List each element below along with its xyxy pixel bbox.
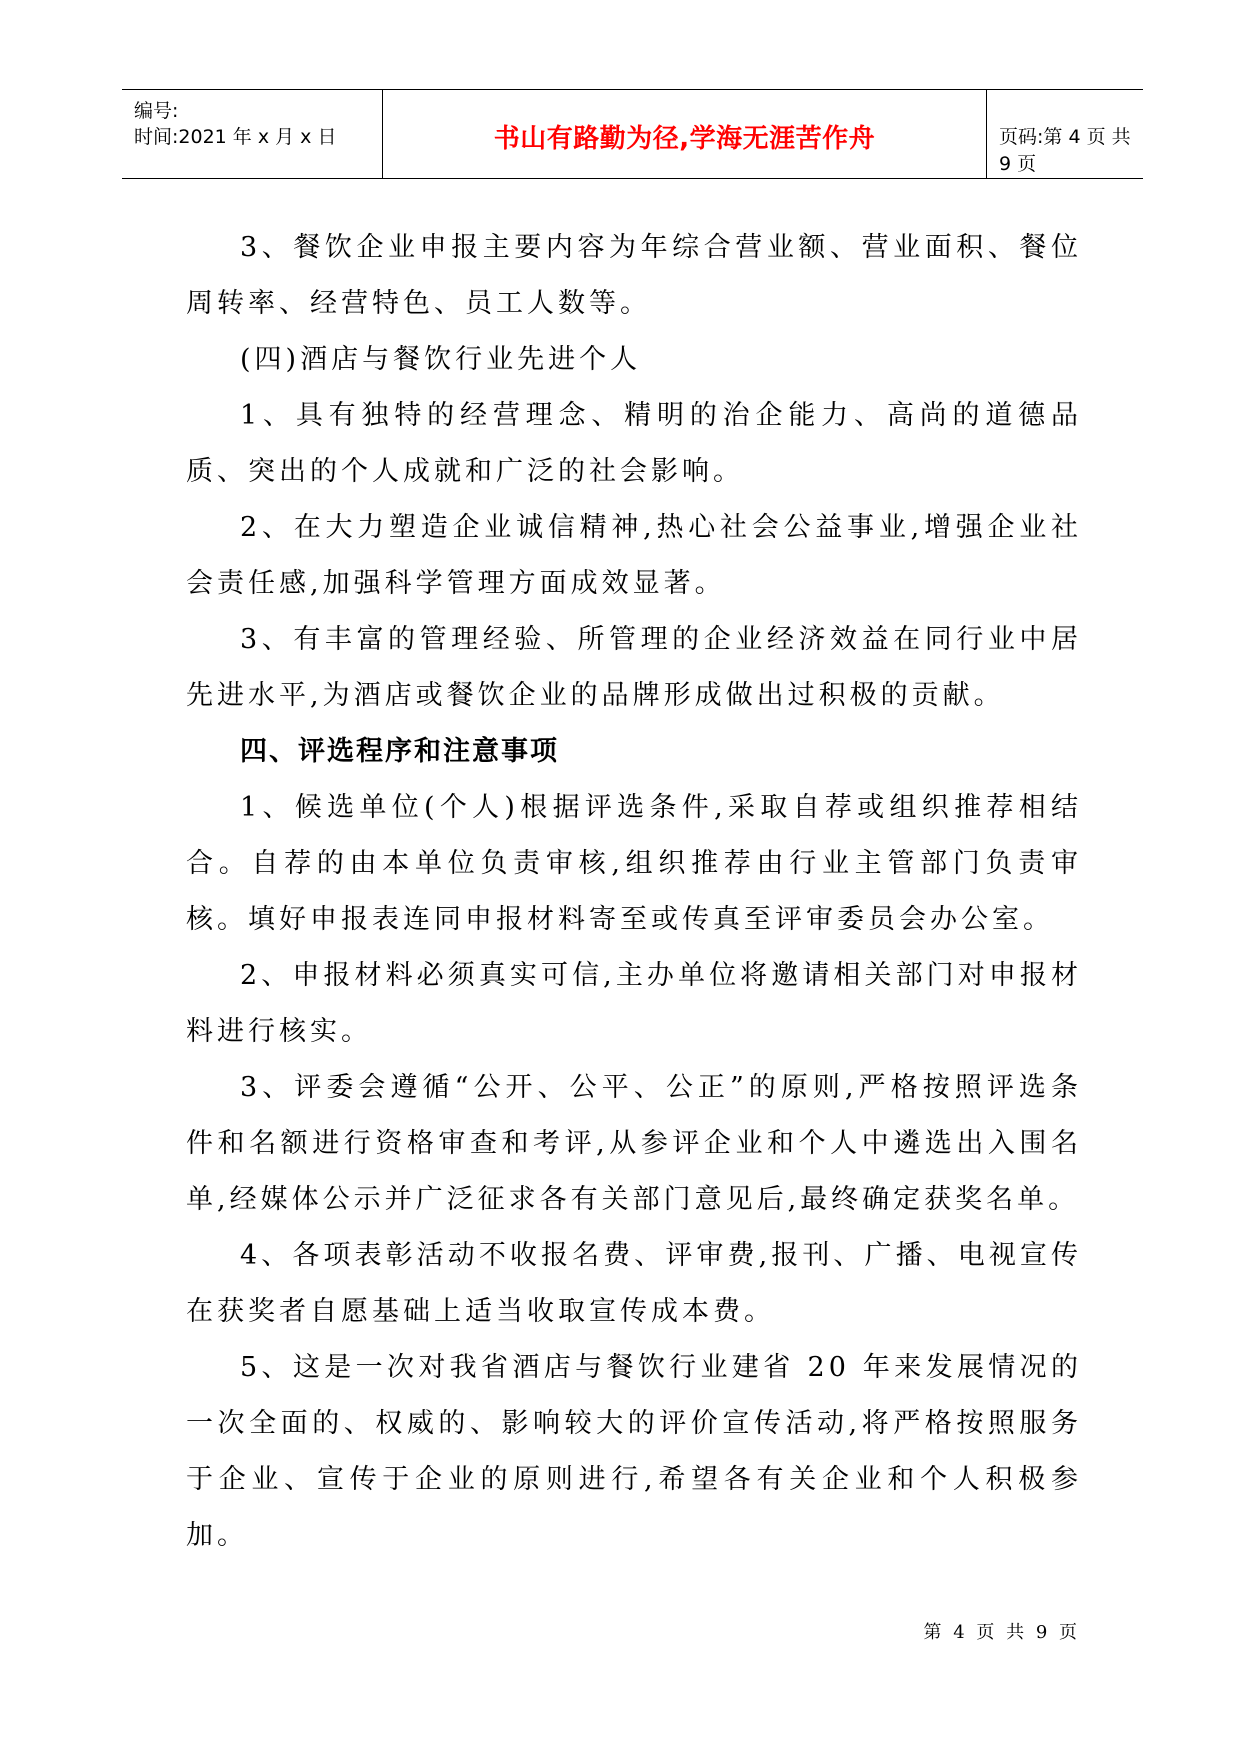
page-header [122, 89, 1143, 179]
document-number-label: 编号: [134, 100, 179, 122]
body-paragraph: 3、餐饮企业申报主要内容为年综合营业额、营业面积、餐位周转率、经营特色、员工人数等。 [186, 232, 1082, 319]
body-paragraph: 1、具有独特的经营理念、精明的治企能力、高尚的道德品质、突出的个人成就和广泛的社会影响。 [186, 400, 1082, 487]
section-subheading: (四)酒店与餐饮行业先进个人 [240, 344, 642, 375]
header-left-cell [122, 90, 382, 178]
body-paragraph: 4、各项表彰活动不收报名费、评审费,报刊、广播、电视宣传在获奖者自愿基础上适当收取宣传成本费。 [186, 1240, 1082, 1327]
document-time-label: 时间:2021 年 x 月 x 日 [134, 126, 337, 148]
body-paragraph: 3、有丰富的管理经验、所管理的企业经济效益在同行业中居先进水平,为酒店或餐饮企业的品牌形成做出过积极的贡献。 [186, 624, 1082, 711]
document-body [186, 220, 1082, 1564]
body-paragraph: 1、候选单位(个人)根据评选条件,采取自荐或组织推荐相结合。自荐的由本单位负责审核,组织推荐由行业主管部门负责审核。填好申报表连同申报材料寄至或传真至评审委员会办公室。 [186, 792, 1082, 935]
section-heading: 四、评选程序和注意事项 [240, 736, 559, 767]
body-paragraph: 3、评委会遵循“公开、公平、公正”的原则,严格按照评选条件和名额进行资格审查和考评,从参评企业和个人中遴选出入围名单,经媒体公示并广泛征求各有关部门意见后,最终确定获奖名单。 [186, 1072, 1082, 1215]
page-footer-number: 第 4 页 共 9 页 [923, 1622, 1080, 1643]
body-paragraph: 2、申报材料必须真实可信,主办单位将邀请相关部门对申报材料进行核实。 [186, 960, 1082, 1047]
header-right-cell [987, 90, 1143, 178]
header-motto: 书山有路勤为径,学海无涯苦作舟 [493, 124, 876, 154]
header-middle-cell [382, 90, 987, 178]
header-page-code: 页码:第 4 页 共 9 页 [999, 126, 1131, 175]
body-paragraph: 2、在大力塑造企业诚信精神,热心社会公益事业,增强企业社会责任感,加强科学管理方面成效显著。 [186, 512, 1082, 599]
body-paragraph: 5、这是一次对我省酒店与餐饮行业建省 20 年来发展情况的一次全面的、权威的、影响较大的评价宣传活动,将严格按照服务于企业、宣传于企业的原则进行,希望各有关企业和个人积极参加。 [186, 1352, 1082, 1551]
